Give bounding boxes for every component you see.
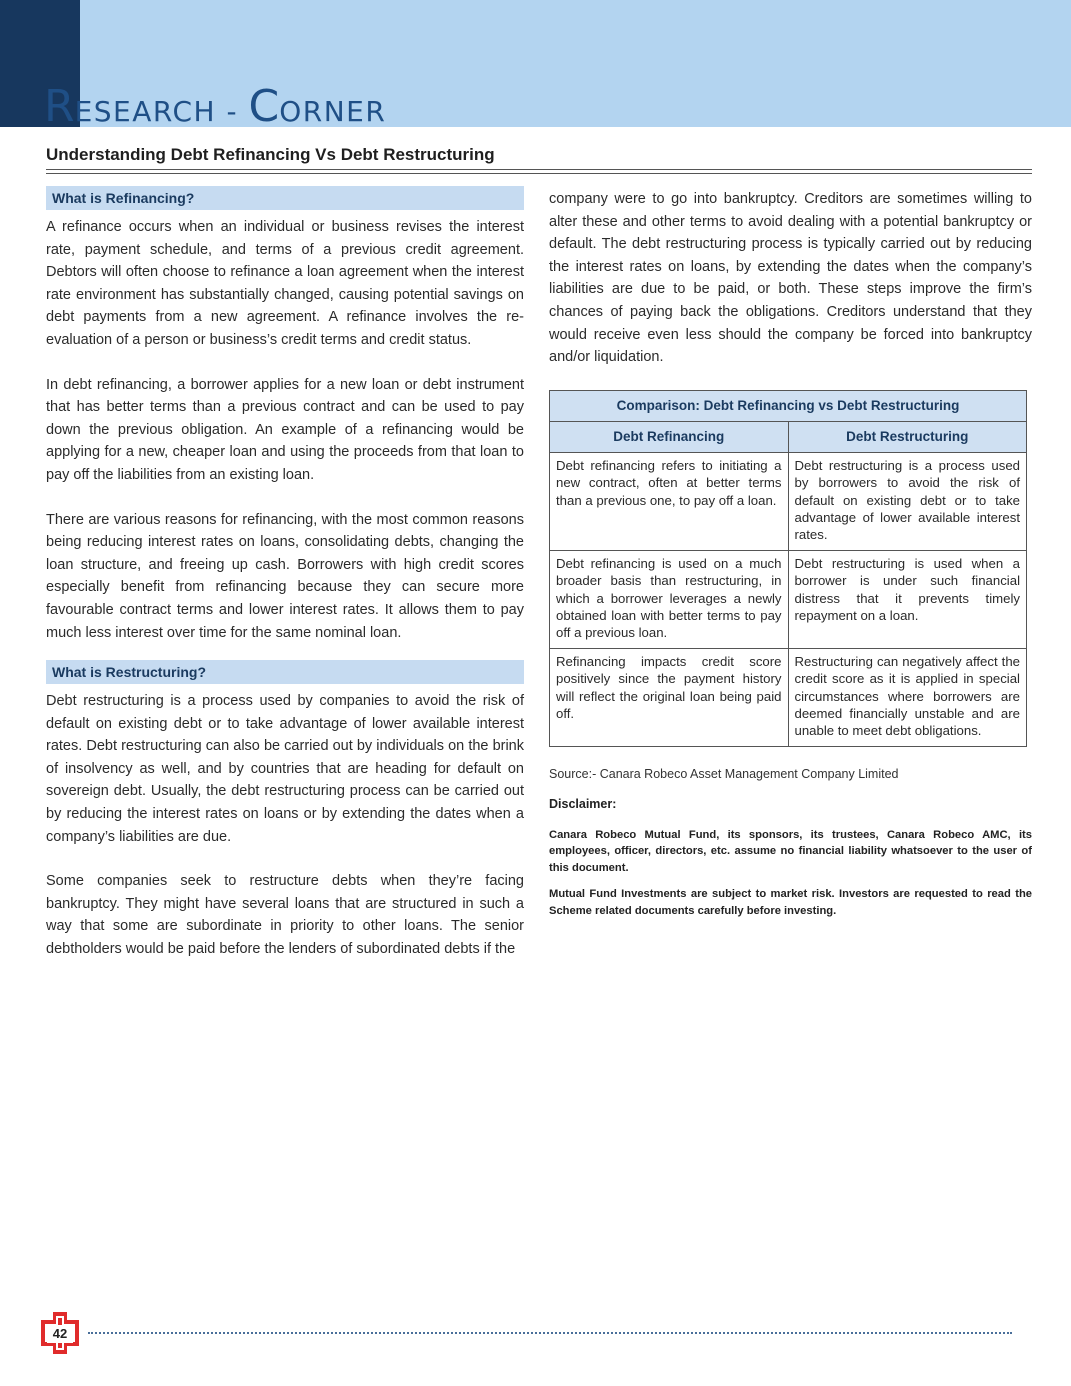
table-row bbox=[550, 550, 1027, 648]
table-cell: Debt refinancing refers to initiating a new contract, often at better terms than a previous one, to pay off a loan. bbox=[550, 452, 789, 550]
table-row bbox=[550, 648, 1027, 746]
refinancing-paragraph-3: There are various reasons for refinancing, with the most common reasons being reducing interest rates on loans, consolidating debts, changing the loan structure, and freeing up cash. Borrowers with high credit scores especially benefit from refinancing because they can secure more favourable contract terms and lower interest rates. It allows them to pay much less interest over time for the same nominal loan. bbox=[46, 511, 524, 641]
disclaimer-text-1: Canara Robeco Mutual Fund, its sponsors, its trustees, Canara Robeco AMC, its employees, officer, directors, etc. assume no financial liability whatsoever to the user of this document. bbox=[549, 828, 1032, 874]
left-column bbox=[46, 186, 524, 961]
comparison-caption: Comparison: Debt Refinancing vs Debt Restructuring bbox=[550, 390, 1027, 421]
table-cell: Restructuring can negatively affect the credit score as it is applied in special circumstances where borrowers are deemed financially unstable and are unable to meet debt obligations. bbox=[788, 648, 1027, 746]
restructuring-continuation: company were to go into bankruptcy. Creditors are sometimes willing to alter these and other terms to avoid dealing with a potential bankruptcy or default. The debt restructuring process is typically carried out by reducing the interest rates on loans, by extending the dates when the company’s liabilities are due to be paid, or both. These steps improve the firm’s chances of paying back the obligations. Creditors understand that they would receive even less should the company be forced into bankruptcy and/or liquidation. bbox=[549, 191, 1032, 366]
section-title: RESEARCH - CORNER bbox=[44, 81, 387, 132]
restructuring-paragraph-1: Debt restructuring is a process used by companies to avoid the risk of default on existing debt or to take advantage of lower available interest rates. Debt restructuring can also be carried out by individuals on the brink of insolvency as well, and by countries that are heading for default on sovereign debt. Usually, the debt restructuring process can be carried out by reducing the interest rates on loans or by extending the dates when a company’s liabilities are due. bbox=[46, 693, 524, 845]
table-cell: Refinancing impacts credit score positively since the payment history will reflect the original loan being paid off. bbox=[550, 648, 789, 746]
restructuring-paragraph-2: Some companies seek to restructure debts when they’re facing bankruptcy. They might have several loans that are structured in such a way that some are subordinate in priority to other loans. The senior debtholders would be paid before the lenders of subordinated debts if the bbox=[46, 873, 524, 958]
restructuring-heading: What is Restructuring? bbox=[46, 660, 524, 684]
comparison-table bbox=[549, 390, 1027, 747]
table-cell: Debt refinancing is used on a much broader basis than restructuring, in which a borrower leverages a newly obtained loan with better terms to pay off a previous loan. bbox=[550, 550, 789, 648]
column-header-refinancing: Debt Refinancing bbox=[550, 421, 789, 452]
refinancing-heading: What is Refinancing? bbox=[46, 186, 524, 210]
refinancing-paragraph-2: In debt refinancing, a borrower applies for a new loan or debt instrument that has better terms than a previous contract and can be used to pay down the previous obligation. An example of a refinancing would be applying for a new, cheaper loan and using the proceeds from that loan to pay off the liabilities from an existing loan. bbox=[46, 376, 524, 483]
page-number: 42 bbox=[47, 1325, 73, 1343]
table-cell: Debt restructuring is used when a borrower is under such financial distress that it prevents timely repayment on a loan. bbox=[788, 550, 1027, 648]
column-header-restructuring: Debt Restructuring bbox=[788, 421, 1027, 452]
table-row bbox=[550, 452, 1027, 550]
title-divider bbox=[46, 169, 1032, 174]
disclaimer-title: Disclaimer: bbox=[549, 796, 617, 811]
refinancing-paragraph-1: A refinance occurs when an individual or business revises the interest rate, payment schedule, and terms of a previous credit agreement. Debtors will often choose to refinance a loan agreement when the interest rate environment has substantially changed, causing potential savings on debt payments from a new agreement. A refinance involves the re-evaluation of a person or business’s credit terms and credit status. bbox=[46, 219, 524, 348]
disclaimer-text-2: Mutual Fund Investments are subject to market risk. Investors are requested to read the Scheme related documents carefully before investing. bbox=[549, 888, 1032, 917]
footer-dotted-rule bbox=[88, 1332, 1012, 1334]
table-cell: Debt restructuring is a process used by borrowers to avoid the risk of default on existing debt or to take advantage of lower available interest rates. bbox=[788, 452, 1027, 550]
article-title: Understanding Debt Refinancing Vs Debt Restructuring bbox=[46, 145, 495, 164]
right-column bbox=[549, 188, 1032, 919]
source-note: Source:- Canara Robeco Asset Management Company Limited bbox=[549, 766, 899, 781]
